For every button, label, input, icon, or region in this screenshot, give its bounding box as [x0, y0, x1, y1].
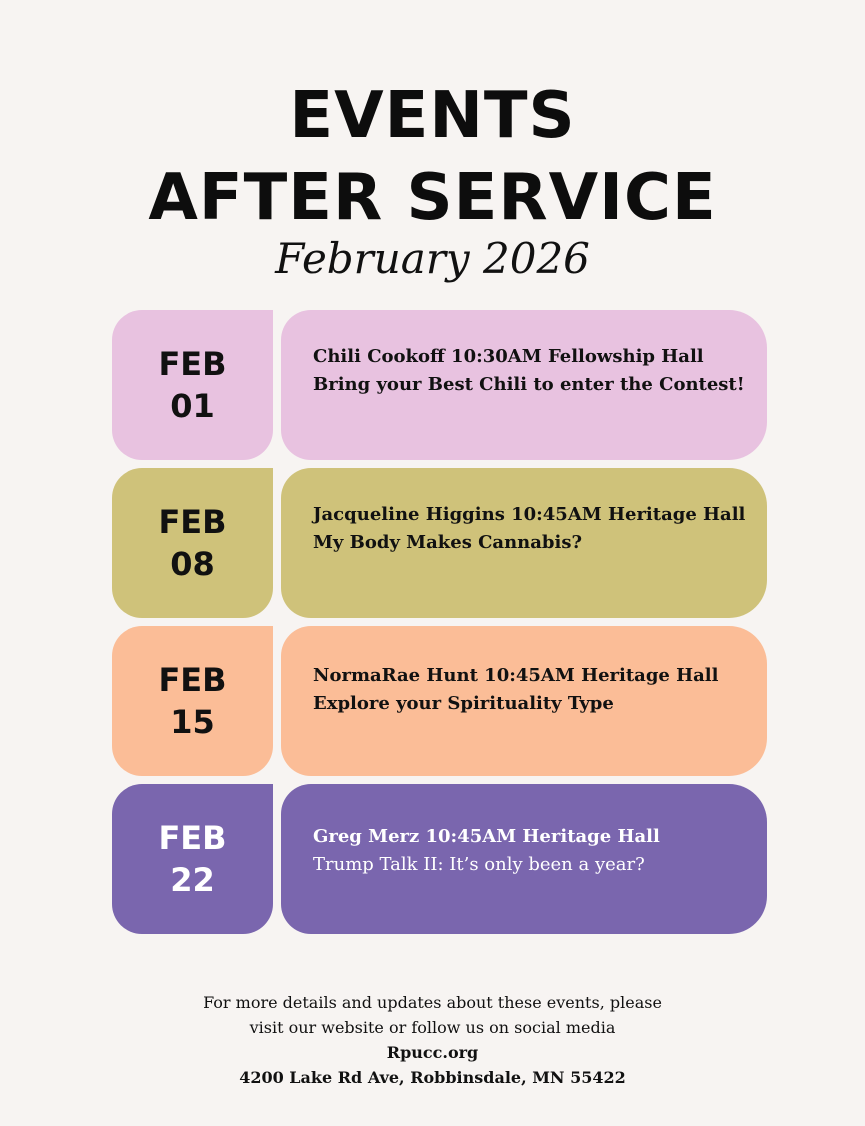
footer-line-2: visit our website or follow us on social media	[249, 1018, 616, 1037]
event-headline: NormaRae Hunt 10:45AM Heritage Hall	[313, 665, 719, 686]
event-month: FEB	[158, 661, 227, 699]
event-description: Trump Talk II: It’s only been a year?	[313, 854, 645, 875]
event-details	[281, 310, 767, 460]
event-date	[112, 784, 273, 934]
event-details	[281, 468, 767, 618]
website: Rpucc.org	[386, 1043, 479, 1062]
event-date	[112, 310, 273, 460]
address: 4200 Lake Rd Ave, Robbinsdale, MN 55422	[239, 1068, 626, 1087]
event-details	[281, 784, 767, 934]
event-row	[112, 310, 767, 460]
event-description: Explore your Spirituality Type	[313, 693, 614, 714]
event-month: FEB	[158, 345, 227, 383]
footer-line-1: For more details and updates about these events, please	[203, 993, 662, 1012]
event-date	[112, 626, 273, 776]
title-line-1: EVENTS	[289, 79, 576, 153]
event-day: 15	[170, 703, 215, 741]
event-description: My Body Makes Cannabis?	[313, 532, 583, 553]
event-date	[112, 468, 273, 618]
subtitle: February 2026	[275, 234, 590, 283]
event-month: FEB	[158, 819, 227, 857]
event-day: 01	[170, 387, 215, 425]
event-month: FEB	[158, 503, 227, 541]
footer	[0, 990, 865, 1090]
event-row	[112, 626, 767, 776]
event-row	[112, 784, 767, 934]
title-line-2: AFTER SERVICE	[148, 161, 717, 235]
event-day: 08	[170, 545, 215, 583]
event-headline: Jacqueline Higgins 10:45AM Heritage Hall	[313, 504, 746, 525]
event-day: 22	[170, 861, 215, 899]
event-row	[112, 468, 767, 618]
event-description: Bring your Best Chili to enter the Contest!	[313, 374, 745, 395]
event-headline: Chili Cookoff 10:30AM Fellowship Hall	[313, 346, 704, 367]
event-headline: Greg Merz 10:45AM Heritage Hall	[313, 826, 660, 847]
event-details	[281, 626, 767, 776]
